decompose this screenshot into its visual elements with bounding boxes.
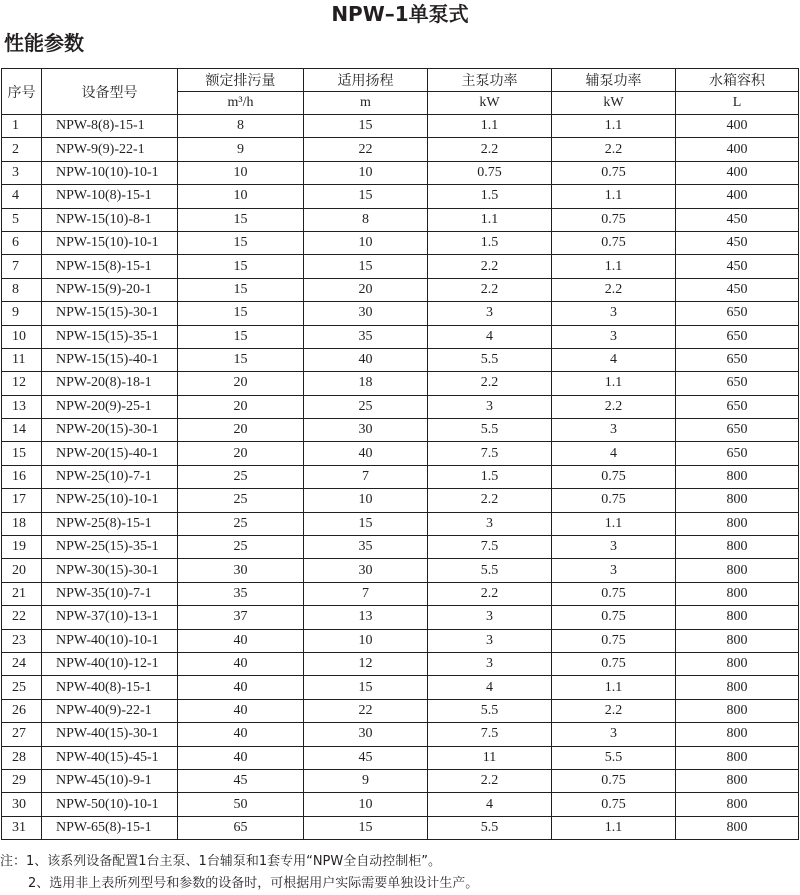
model-cell: NPW-20(8)-18-1 — [42, 372, 178, 395]
head-cell: 10 — [304, 161, 428, 184]
model-cell: NPW-40(8)-15-1 — [42, 676, 178, 699]
head-cell: 15 — [304, 512, 428, 535]
model-cell: NPW-10(8)-15-1 — [42, 185, 178, 208]
flow-cell: 37 — [178, 606, 304, 629]
head-cell: 15 — [304, 676, 428, 699]
head-cell: 30 — [304, 723, 428, 746]
model-cell: NPW-35(10)-7-1 — [42, 582, 178, 605]
head-cell: 40 — [304, 348, 428, 371]
head-cell: 22 — [304, 699, 428, 722]
row-index: 17 — [2, 489, 42, 512]
table-row — [2, 699, 799, 722]
main-power-cell: 3 — [428, 629, 552, 652]
section-title: 性能参数 — [4, 31, 84, 55]
model-cell: NPW-15(9)-20-1 — [42, 278, 178, 301]
aux-power-cell: 1.1 — [552, 816, 676, 839]
row-index: 15 — [2, 442, 42, 465]
table-row — [2, 629, 799, 652]
aux-power-cell: 1.1 — [552, 676, 676, 699]
aux-power-cell: 0.75 — [552, 208, 676, 231]
table-row — [2, 302, 799, 325]
head-cell: 40 — [304, 442, 428, 465]
tank-cell: 650 — [676, 325, 799, 348]
main-power-cell: 3 — [428, 652, 552, 675]
tank-cell: 650 — [676, 302, 799, 325]
flow-cell: 15 — [178, 231, 304, 254]
table-row — [2, 489, 799, 512]
aux-power-cell: 0.75 — [552, 629, 676, 652]
header-flow: 额定排污量 — [178, 69, 304, 92]
main-power-cell: 7.5 — [428, 536, 552, 559]
main-power-cell: 1.5 — [428, 465, 552, 488]
flow-cell: 40 — [178, 723, 304, 746]
notes — [0, 851, 800, 895]
head-cell: 10 — [304, 793, 428, 816]
tank-cell: 800 — [676, 816, 799, 839]
table-row — [2, 372, 799, 395]
tank-cell: 800 — [676, 652, 799, 675]
head-cell: 10 — [304, 489, 428, 512]
tank-cell: 800 — [676, 769, 799, 792]
row-index: 24 — [2, 652, 42, 675]
model-cell: NPW-20(15)-30-1 — [42, 419, 178, 442]
row-index: 31 — [2, 816, 42, 839]
table-row — [2, 208, 799, 231]
tank-cell: 800 — [676, 582, 799, 605]
row-index: 28 — [2, 746, 42, 769]
tank-cell: 800 — [676, 793, 799, 816]
note-1: 注：1、该系列设备配置1台主泵、1台辅泵和1套专用“NPW全自动控制柜”。 — [0, 854, 441, 869]
tank-cell: 650 — [676, 372, 799, 395]
head-cell: 35 — [304, 325, 428, 348]
model-cell: NPW-40(10)-12-1 — [42, 652, 178, 675]
head-cell: 13 — [304, 606, 428, 629]
tank-cell: 800 — [676, 723, 799, 746]
aux-power-cell: 1.1 — [552, 512, 676, 535]
table-row — [2, 255, 799, 278]
main-power-cell: 7.5 — [428, 723, 552, 746]
row-index: 21 — [2, 582, 42, 605]
main-power-cell: 3 — [428, 302, 552, 325]
table-row — [2, 348, 799, 371]
main-power-cell: 4 — [428, 325, 552, 348]
main-power-cell: 4 — [428, 676, 552, 699]
aux-power-cell: 0.75 — [552, 606, 676, 629]
flow-cell: 10 — [178, 161, 304, 184]
model-cell: NPW-50(10)-10-1 — [42, 793, 178, 816]
head-cell: 30 — [304, 419, 428, 442]
row-index: 9 — [2, 302, 42, 325]
flow-cell: 15 — [178, 348, 304, 371]
tank-cell: 800 — [676, 606, 799, 629]
table-row — [2, 769, 799, 792]
flow-cell: 10 — [178, 185, 304, 208]
head-cell: 30 — [304, 302, 428, 325]
head-cell: 7 — [304, 465, 428, 488]
flow-cell: 40 — [178, 676, 304, 699]
aux-power-cell: 1.1 — [552, 185, 676, 208]
row-index: 5 — [2, 208, 42, 231]
aux-power-cell: 4 — [552, 442, 676, 465]
flow-cell: 40 — [178, 746, 304, 769]
aux-power-cell: 0.75 — [552, 465, 676, 488]
aux-power-cell: 0.75 — [552, 582, 676, 605]
aux-power-cell: 1.1 — [552, 255, 676, 278]
row-index: 29 — [2, 769, 42, 792]
main-power-cell: 1.5 — [428, 185, 552, 208]
aux-power-cell: 3 — [552, 536, 676, 559]
flow-cell: 20 — [178, 372, 304, 395]
model-cell: NPW-25(8)-15-1 — [42, 512, 178, 535]
model-cell: NPW-65(8)-15-1 — [42, 816, 178, 839]
main-power-cell: 0.75 — [428, 161, 552, 184]
table-row — [2, 115, 799, 138]
flow-cell: 30 — [178, 559, 304, 582]
flow-cell: 20 — [178, 442, 304, 465]
aux-power-cell: 0.75 — [552, 769, 676, 792]
tank-cell: 800 — [676, 465, 799, 488]
tank-cell: 650 — [676, 419, 799, 442]
table-row — [2, 465, 799, 488]
unit-head: m — [304, 92, 428, 115]
header-tank: 水箱容积 — [676, 69, 799, 92]
model-cell: NPW-30(15)-30-1 — [42, 559, 178, 582]
row-index: 16 — [2, 465, 42, 488]
unit-aux-power: kW — [552, 92, 676, 115]
row-index: 13 — [2, 395, 42, 418]
flow-cell: 40 — [178, 652, 304, 675]
head-cell: 12 — [304, 652, 428, 675]
row-index: 30 — [2, 793, 42, 816]
table-row — [2, 419, 799, 442]
flow-cell: 20 — [178, 419, 304, 442]
aux-power-cell: 4 — [552, 348, 676, 371]
main-power-cell: 2.2 — [428, 489, 552, 512]
aux-power-cell: 1.1 — [552, 115, 676, 138]
model-cell: NPW-8(8)-15-1 — [42, 115, 178, 138]
table-row — [2, 536, 799, 559]
row-index: 19 — [2, 536, 42, 559]
row-index: 7 — [2, 255, 42, 278]
head-cell: 18 — [304, 372, 428, 395]
main-power-cell: 3 — [428, 512, 552, 535]
flow-cell: 25 — [178, 465, 304, 488]
aux-power-cell: 3 — [552, 325, 676, 348]
table-row — [2, 278, 799, 301]
head-cell: 8 — [304, 208, 428, 231]
table-row — [2, 606, 799, 629]
head-cell: 15 — [304, 185, 428, 208]
model-cell: NPW-25(10)-10-1 — [42, 489, 178, 512]
main-power-cell: 2.2 — [428, 278, 552, 301]
row-index: 27 — [2, 723, 42, 746]
model-cell: NPW-25(10)-7-1 — [42, 465, 178, 488]
main-power-cell: 11 — [428, 746, 552, 769]
tank-cell: 400 — [676, 115, 799, 138]
header-index: 序号 — [2, 69, 42, 115]
model-cell: NPW-40(9)-22-1 — [42, 699, 178, 722]
head-cell: 10 — [304, 629, 428, 652]
main-power-cell: 2.2 — [428, 372, 552, 395]
row-index: 25 — [2, 676, 42, 699]
table-row — [2, 161, 799, 184]
flow-cell: 8 — [178, 115, 304, 138]
main-power-cell: 5.5 — [428, 699, 552, 722]
flow-cell: 35 — [178, 582, 304, 605]
row-index: 14 — [2, 419, 42, 442]
tank-cell: 450 — [676, 231, 799, 254]
performance-table — [1, 68, 799, 840]
head-cell: 9 — [304, 769, 428, 792]
tank-cell: 650 — [676, 348, 799, 371]
table-body — [2, 115, 799, 840]
model-cell: NPW-15(15)-40-1 — [42, 348, 178, 371]
row-index: 4 — [2, 185, 42, 208]
tank-cell: 450 — [676, 255, 799, 278]
page-title: NPW–1单泵式 — [331, 2, 469, 26]
aux-power-cell: 3 — [552, 419, 676, 442]
table-row — [2, 138, 799, 161]
model-cell: NPW-10(10)-10-1 — [42, 161, 178, 184]
flow-cell: 15 — [178, 208, 304, 231]
model-cell: NPW-45(10)-9-1 — [42, 769, 178, 792]
model-cell: NPW-37(10)-13-1 — [42, 606, 178, 629]
flow-cell: 15 — [178, 278, 304, 301]
flow-cell: 25 — [178, 489, 304, 512]
head-cell: 7 — [304, 582, 428, 605]
model-cell: NPW-15(10)-10-1 — [42, 231, 178, 254]
tank-cell: 400 — [676, 138, 799, 161]
tank-cell: 800 — [676, 746, 799, 769]
main-power-cell: 1.1 — [428, 115, 552, 138]
table-row — [2, 676, 799, 699]
main-power-cell: 5.5 — [428, 816, 552, 839]
model-cell: NPW-9(9)-22-1 — [42, 138, 178, 161]
row-index: 11 — [2, 348, 42, 371]
flow-cell: 15 — [178, 255, 304, 278]
flow-cell: 25 — [178, 536, 304, 559]
tank-cell: 800 — [676, 559, 799, 582]
main-power-cell: 4 — [428, 793, 552, 816]
row-index: 22 — [2, 606, 42, 629]
head-cell: 15 — [304, 816, 428, 839]
flow-cell: 15 — [178, 302, 304, 325]
row-index: 26 — [2, 699, 42, 722]
table-row — [2, 325, 799, 348]
main-power-cell: 7.5 — [428, 442, 552, 465]
tank-cell: 400 — [676, 185, 799, 208]
main-power-cell: 2.2 — [428, 255, 552, 278]
model-cell: NPW-20(15)-40-1 — [42, 442, 178, 465]
model-cell: NPW-40(10)-10-1 — [42, 629, 178, 652]
table-row — [2, 793, 799, 816]
row-index: 3 — [2, 161, 42, 184]
tank-cell: 450 — [676, 208, 799, 231]
tank-cell: 800 — [676, 512, 799, 535]
flow-cell: 50 — [178, 793, 304, 816]
main-power-cell: 5.5 — [428, 348, 552, 371]
tank-cell: 400 — [676, 161, 799, 184]
tank-cell: 800 — [676, 676, 799, 699]
main-power-cell: 2.2 — [428, 582, 552, 605]
table-row — [2, 582, 799, 605]
unit-tank: L — [676, 92, 799, 115]
model-cell: NPW-15(10)-8-1 — [42, 208, 178, 231]
aux-power-cell: 2.2 — [552, 138, 676, 161]
flow-cell: 20 — [178, 395, 304, 418]
head-cell: 25 — [304, 395, 428, 418]
note-2: 2、选用非上表所列型号和参数的设备时，可根据用户实际需要单独设计生产。 — [28, 876, 479, 891]
table-row — [2, 395, 799, 418]
aux-power-cell: 0.75 — [552, 652, 676, 675]
row-index: 6 — [2, 231, 42, 254]
flow-cell: 45 — [178, 769, 304, 792]
model-cell: NPW-40(15)-30-1 — [42, 723, 178, 746]
main-power-cell: 3 — [428, 606, 552, 629]
head-cell: 30 — [304, 559, 428, 582]
aux-power-cell: 2.2 — [552, 278, 676, 301]
table-row — [2, 746, 799, 769]
aux-power-cell: 2.2 — [552, 699, 676, 722]
table-row — [2, 185, 799, 208]
table-row — [2, 652, 799, 675]
unit-flow: m³/h — [178, 92, 304, 115]
table-row — [2, 442, 799, 465]
flow-cell: 40 — [178, 699, 304, 722]
aux-power-cell: 3 — [552, 559, 676, 582]
main-power-cell: 3 — [428, 395, 552, 418]
head-cell: 45 — [304, 746, 428, 769]
model-cell: NPW-25(15)-35-1 — [42, 536, 178, 559]
model-cell: NPW-20(9)-25-1 — [42, 395, 178, 418]
flow-cell: 40 — [178, 629, 304, 652]
table-row — [2, 816, 799, 839]
aux-power-cell: 5.5 — [552, 746, 676, 769]
main-power-cell: 5.5 — [428, 419, 552, 442]
aux-power-cell: 0.75 — [552, 161, 676, 184]
table-row — [2, 231, 799, 254]
model-cell: NPW-15(15)-30-1 — [42, 302, 178, 325]
header-main-power: 主泵功率 — [428, 69, 552, 92]
flow-cell: 25 — [178, 512, 304, 535]
table-row — [2, 723, 799, 746]
model-cell: NPW-40(15)-45-1 — [42, 746, 178, 769]
row-index: 2 — [2, 138, 42, 161]
row-index: 18 — [2, 512, 42, 535]
row-index: 23 — [2, 629, 42, 652]
aux-power-cell: 3 — [552, 302, 676, 325]
flow-cell: 65 — [178, 816, 304, 839]
aux-power-cell: 1.1 — [552, 372, 676, 395]
row-index: 1 — [2, 115, 42, 138]
row-index: 20 — [2, 559, 42, 582]
tank-cell: 650 — [676, 442, 799, 465]
tank-cell: 800 — [676, 629, 799, 652]
tank-cell: 800 — [676, 489, 799, 512]
header-model: 设备型号 — [42, 69, 178, 115]
model-cell: NPW-15(8)-15-1 — [42, 255, 178, 278]
aux-power-cell: 0.75 — [552, 231, 676, 254]
table-header-row — [2, 69, 799, 92]
flow-cell: 9 — [178, 138, 304, 161]
head-cell: 15 — [304, 115, 428, 138]
aux-power-cell: 0.75 — [552, 793, 676, 816]
row-index: 10 — [2, 325, 42, 348]
table-row — [2, 512, 799, 535]
table-row — [2, 559, 799, 582]
header-aux-power: 辅泵功率 — [552, 69, 676, 92]
tank-cell: 800 — [676, 536, 799, 559]
unit-main-power: kW — [428, 92, 552, 115]
head-cell: 15 — [304, 255, 428, 278]
aux-power-cell: 0.75 — [552, 489, 676, 512]
main-power-cell: 1.5 — [428, 231, 552, 254]
main-power-cell: 2.2 — [428, 138, 552, 161]
head-cell: 22 — [304, 138, 428, 161]
head-cell: 35 — [304, 536, 428, 559]
row-index: 12 — [2, 372, 42, 395]
aux-power-cell: 3 — [552, 723, 676, 746]
head-cell: 20 — [304, 278, 428, 301]
row-index: 8 — [2, 278, 42, 301]
flow-cell: 15 — [178, 325, 304, 348]
tank-cell: 650 — [676, 395, 799, 418]
main-power-cell: 1.1 — [428, 208, 552, 231]
tank-cell: 800 — [676, 699, 799, 722]
model-cell: NPW-15(15)-35-1 — [42, 325, 178, 348]
tank-cell: 450 — [676, 278, 799, 301]
header-head: 适用扬程 — [304, 69, 428, 92]
head-cell: 10 — [304, 231, 428, 254]
main-power-cell: 5.5 — [428, 559, 552, 582]
aux-power-cell: 2.2 — [552, 395, 676, 418]
main-power-cell: 2.2 — [428, 769, 552, 792]
